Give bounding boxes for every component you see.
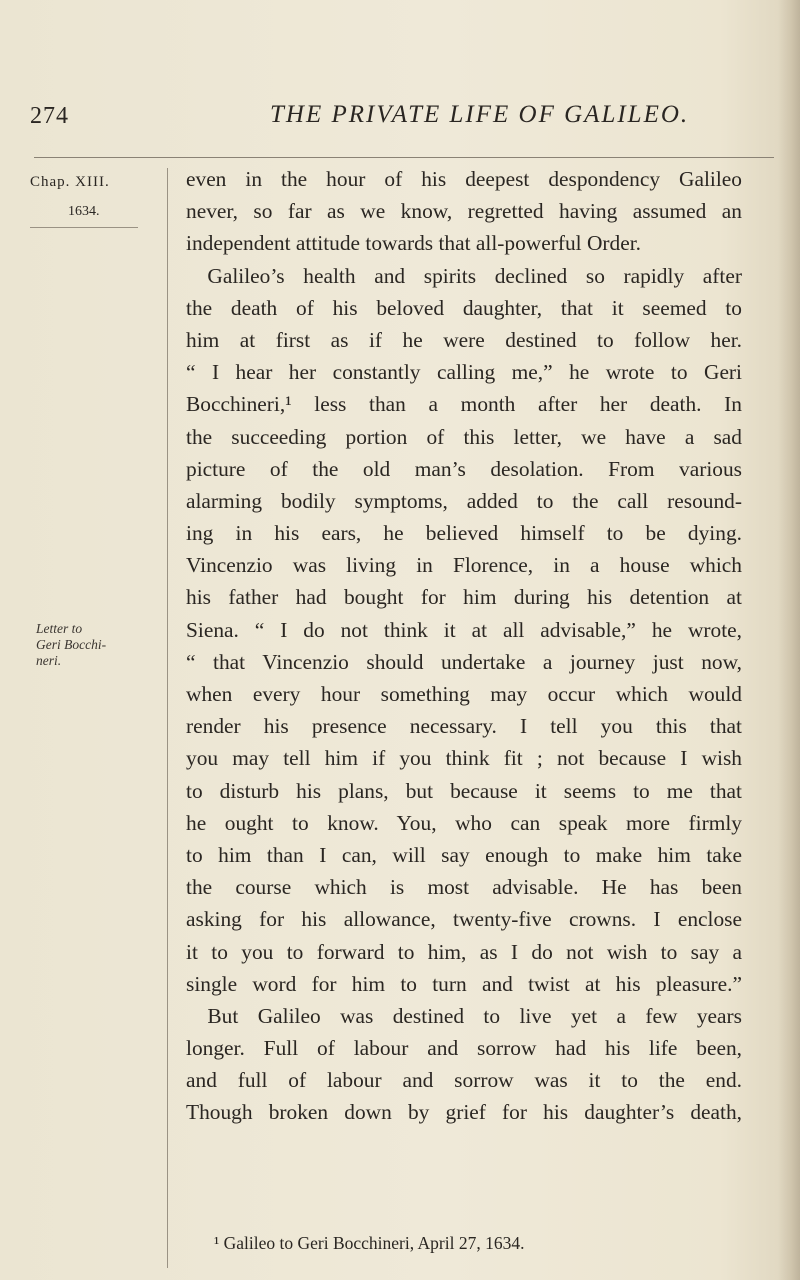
side-note-line: Letter to: [36, 621, 83, 636]
text-line: him at first as if he were destined to follow her.: [186, 327, 742, 352]
text-line: you may tell him if you think fit ; not because I wish: [186, 746, 742, 771]
text-line: “ I hear her constantly calling me,” he wrote to Geri: [186, 360, 742, 385]
text-line: the succeeding portion of this letter, we have a sad: [186, 424, 742, 449]
text-line: to him than I can, will say enough to make him take: [186, 842, 742, 867]
text-line: the death of his beloved daughter, that it seemed to: [186, 295, 742, 320]
text-line: never, so far as we know, regretted having assumed an: [186, 199, 742, 224]
text-line: to disturb his plans, but because it seems to me that: [186, 778, 742, 803]
side-note-line: neri.: [36, 653, 62, 668]
margin-column-rule: [167, 168, 168, 1268]
margin-rule-short: [30, 227, 138, 228]
text-line: he ought to know. You, who can speak more firmly: [186, 810, 742, 835]
text-line: and full of labour and sorrow was it to the end.: [186, 1068, 742, 1093]
text-line: render his presence necessary. I tell you this that: [186, 714, 742, 739]
text-line: even in the hour of his deepest despondency Galileo: [186, 167, 742, 191]
year-label: 1634.: [68, 204, 100, 219]
text-line: single word for him to turn and twist at his pleasure.”: [186, 971, 742, 996]
page-edge-shadow: [778, 0, 800, 1280]
text-line: alarming bodily symptoms, added to the call resound-: [186, 488, 742, 513]
text-line: “ that Vincenzio should undertake a journey just now,: [186, 649, 742, 674]
text-line: Siena. “ I do not think it at all advisable,” he wrote,: [186, 617, 742, 642]
text-line: when every hour something may occur which would: [186, 682, 742, 706]
text-line: longer. Full of labour and sorrow had his life been,: [186, 1036, 742, 1061]
running-title: THE PRIVATE LIFE OF GALILEO.: [270, 101, 690, 128]
text-line: asking for his allowance, twenty-five crowns. I enclose: [186, 907, 742, 932]
text-line: Vincenzio was living in Florence, in a house which: [186, 553, 742, 578]
text-line: picture of the old man’s desolation. From various: [186, 456, 742, 481]
body-text: [186, 163, 742, 1129]
text-line: his father had bought for him during his detention at: [186, 585, 742, 610]
side-note-line: Geri Bocchi-: [36, 637, 107, 652]
text-line: Galileo’s health and spirits declined so rapidly after: [186, 263, 742, 288]
text-line: ing in his ears, he believed himself to be dying.: [186, 521, 742, 546]
text-line: the course which is most advisable. He has been: [186, 875, 742, 900]
text-line: Bocchineri,¹ less than a month after her death. In: [186, 392, 742, 417]
text-line: But Galileo was destined to live yet a few years: [186, 1003, 742, 1028]
text-line: it to you to forward to him, as I do not wish to say a: [186, 939, 742, 964]
side-note: [36, 621, 154, 669]
footnote: ¹ Galileo to Geri Bocchineri, April 27, 1634.: [214, 1233, 525, 1253]
chapter-label: Chap. XIII.: [30, 174, 110, 190]
header-rule: [34, 157, 774, 158]
text-line: independent attitude towards that all-powerful Order.: [186, 231, 641, 256]
text-line: Though broken down by grief for his daughter’s death,: [186, 1100, 742, 1125]
page-number: 274: [30, 103, 69, 129]
